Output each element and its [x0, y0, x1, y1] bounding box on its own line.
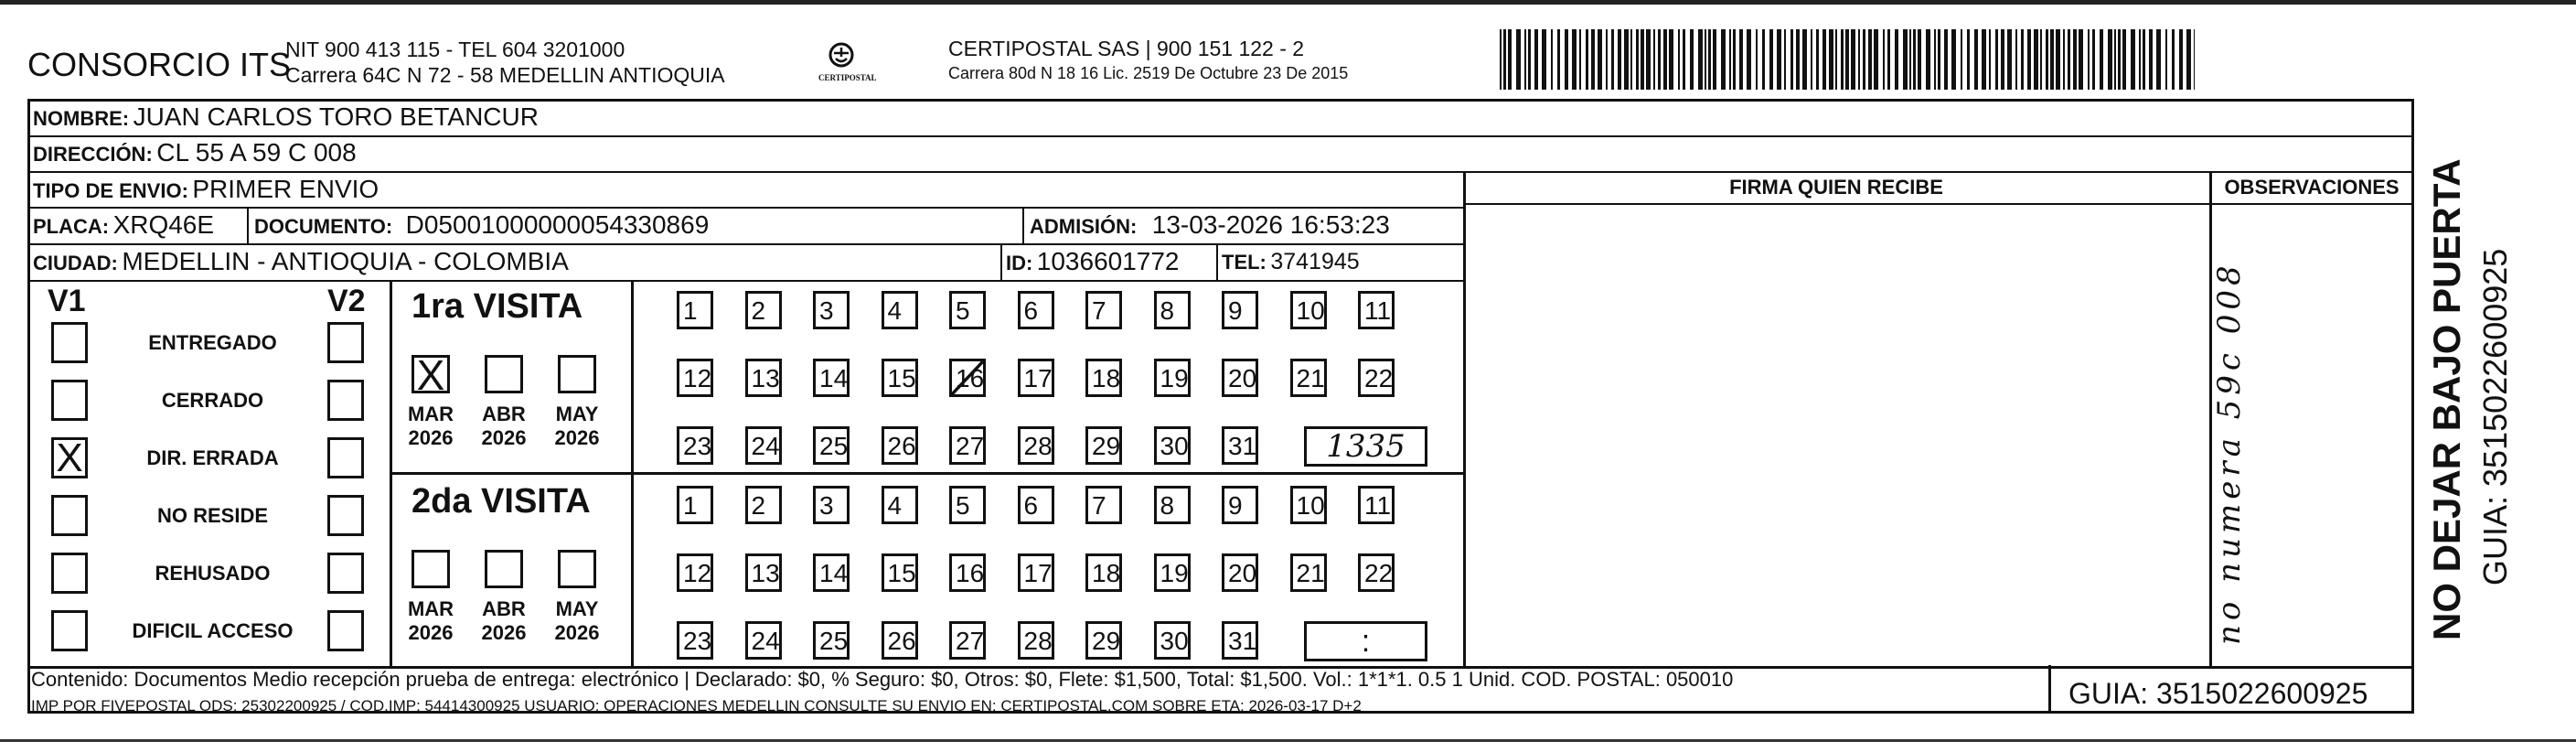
barcode-bar — [1534, 29, 1538, 90]
cell-divider — [1216, 243, 1218, 280]
bottom-border — [0, 739, 2576, 742]
v2-checkbox[interactable] — [327, 437, 364, 478]
day-box[interactable]: 2 — [745, 291, 782, 329]
observaciones-handwritten: no numera 59c 008 — [2211, 261, 2248, 645]
tipo-envio-row — [33, 175, 379, 204]
barcode-bar — [2056, 29, 2060, 90]
visit-time-field[interactable]: : — [1304, 621, 1427, 661]
tel-cell — [1222, 249, 1360, 275]
barcode-bar — [2007, 29, 2012, 90]
barcode-bar — [2172, 29, 2175, 90]
status-option-label: ENTREGADO — [148, 331, 277, 354]
day-box[interactable]: 29 — [1085, 426, 1122, 465]
day-box[interactable]: 6 — [1018, 291, 1054, 329]
barcode-bar — [1698, 29, 1703, 90]
barcode-bar — [1636, 29, 1639, 90]
day-box[interactable]: 11 — [1358, 486, 1395, 524]
barcode-bar — [1841, 29, 1844, 90]
barcode-bar — [1769, 29, 1773, 90]
company-name: CONSORCIO ITS — [27, 46, 292, 83]
day-box[interactable]: 26 — [882, 426, 918, 465]
barcode-bar — [1845, 29, 1849, 90]
barcode-bar — [2079, 29, 2083, 90]
placa-value: XRQ46E — [112, 210, 215, 239]
barcode-bar — [2108, 29, 2112, 90]
barcode-bar — [1500, 29, 1502, 90]
barcode-bar — [2027, 29, 2031, 90]
day-box[interactable]: 1 — [677, 291, 713, 329]
day-box[interactable]: 28 — [1018, 426, 1054, 465]
barcode-bar — [1784, 29, 1786, 90]
barcode-bar — [1796, 29, 1800, 90]
placa-label: PLACA: — [33, 215, 110, 238]
day-box[interactable]: 25 — [813, 621, 850, 660]
cell-divider — [247, 207, 249, 243]
barcode-bar — [1883, 29, 1885, 90]
v1-checkbox[interactable] — [51, 322, 88, 363]
barcode-bar — [1721, 29, 1726, 90]
day-box[interactable]: 12 — [677, 553, 713, 592]
barcode-bar — [1641, 29, 1644, 90]
tel-label: TEL: — [1222, 251, 1267, 274]
day-box[interactable]: 19 — [1154, 553, 1191, 592]
nombre-label: NOMBRE: — [33, 107, 130, 130]
barcode-bar — [1951, 29, 1956, 90]
day-box[interactable]: 5 — [949, 291, 986, 329]
barcode-bar — [2131, 29, 2135, 90]
day-box[interactable]: 29 — [1085, 621, 1122, 660]
barcode-bar — [2165, 29, 2167, 90]
day-box[interactable]: 19 — [1154, 359, 1191, 397]
barcode-bar — [2114, 29, 2116, 90]
day-box[interactable]: 28 — [1018, 621, 1054, 660]
certipostal-line: CERTIPOSTAL SAS | 900 151 122 - 2 — [948, 37, 1305, 60]
barcode-bar — [1678, 29, 1680, 90]
barcode-bar — [2073, 29, 2077, 90]
v2-header: V2 — [327, 284, 366, 318]
barcode-bar — [1802, 29, 1807, 90]
barcode-bar — [1903, 29, 1908, 90]
day-box[interactable]: 13 — [745, 359, 782, 397]
barcode-bar — [2015, 29, 2017, 90]
row-divider — [1463, 203, 2414, 205]
barcode-bar — [1586, 29, 1588, 90]
day-box[interactable]: 13 — [745, 553, 782, 592]
month-year: 2026 — [408, 426, 454, 449]
documento-value: D05001000000054330869 — [405, 210, 710, 239]
month-year: 2026 — [408, 621, 454, 644]
barcode-bar — [1967, 29, 1970, 90]
nit-line: NIT 900 413 115 - TEL 604 3201000 — [285, 38, 625, 61]
day-box[interactable]: 23 — [677, 621, 713, 660]
barcode-bar — [1557, 29, 1560, 90]
day-box[interactable]: 30 — [1154, 426, 1191, 465]
barcode-bar — [2088, 29, 2090, 90]
day-box[interactable]: 27 — [949, 621, 986, 660]
month-checkbox[interactable]: X — [412, 355, 450, 393]
company-info — [285, 37, 725, 88]
day-box[interactable]: 18 — [1085, 553, 1122, 592]
barcode-bar — [1961, 29, 1962, 90]
visit-divider — [390, 472, 1463, 475]
admision-label: ADMISIÓN: — [1030, 215, 1138, 238]
visit-title: 1ra VISITA — [412, 287, 583, 326]
day-box[interactable]: 12 — [677, 359, 713, 397]
month-name: MAY — [555, 403, 599, 425]
barcode-bar — [1995, 29, 1998, 90]
barcode-bar — [2194, 29, 2195, 90]
footer-content: Contenido: Documentos Medio recepción prueba de entrega: electrónico | Declarado: $0, % Seguro: $0, Otros: $0, Flete: $1,500, Total: $1,500. Vol.: 1*1*1. 0.5 1 Unid. COD. POSTAL: 050010 — [31, 668, 1734, 691]
barcode — [1500, 29, 2195, 90]
day-box[interactable]: 17 — [1018, 359, 1054, 397]
row-divider — [27, 207, 1463, 209]
day-box[interactable]: 22 — [1358, 359, 1395, 397]
barcode-bar — [1739, 29, 1743, 90]
barcode-bar — [1777, 29, 1781, 90]
status-option-label: DIFICIL ACCESO — [132, 619, 294, 642]
barcode-bar — [2156, 29, 2161, 90]
barcode-bar — [1851, 29, 1855, 90]
barcode-bar — [1982, 29, 1986, 90]
day-box[interactable]: 16 — [949, 553, 986, 592]
month-name: MAY — [555, 597, 599, 620]
v1-checkbox[interactable] — [51, 380, 88, 421]
direccion-label: DIRECCIÓN: — [33, 143, 153, 166]
day-box[interactable]: 4 — [882, 486, 918, 524]
day-box[interactable]: 8 — [1154, 486, 1191, 524]
month-checkbox[interactable] — [412, 550, 450, 588]
day-box[interactable]: 9 — [1222, 291, 1258, 329]
month-name: MAR — [407, 597, 454, 620]
documento-cell — [254, 210, 709, 240]
day-box[interactable]: 7 — [1085, 291, 1122, 329]
barcode-bar — [1606, 29, 1608, 90]
barcode-bar — [1598, 29, 1602, 90]
no-dejar-bajo-puerta: NO DEJAR BAJO PUERTA — [2425, 158, 2468, 640]
barcode-bar — [1944, 29, 1948, 90]
barcode-bar — [1591, 29, 1595, 90]
month-name: ABR — [482, 403, 526, 425]
barcode-bar — [2050, 29, 2054, 90]
month-checkbox[interactable] — [558, 355, 596, 393]
barcode-bar — [2021, 29, 2024, 90]
certipostal-address: Carrera 80d N 18 16 Lic. 2519 De Octubre 23 De 2015 — [948, 64, 1349, 82]
barcode-bar — [1551, 29, 1553, 90]
barcode-bar — [1618, 29, 1621, 90]
day-box[interactable]: 23 — [677, 426, 713, 465]
ciudad-label: CIUDAD: — [33, 252, 118, 274]
day-box[interactable]: 2 — [745, 486, 782, 524]
documento-label: DOCUMENTO: — [254, 215, 393, 238]
top-border — [0, 0, 2576, 5]
v2-checkbox[interactable] — [327, 610, 364, 651]
barcode-bar — [1713, 29, 1716, 90]
barcode-bar — [1729, 29, 1731, 90]
barcode-bar — [1829, 29, 1833, 90]
barcode-bar — [2100, 29, 2103, 90]
barcode-bar — [1572, 29, 1577, 90]
day-box[interactable]: 3 — [813, 486, 850, 524]
visit-title: 2da VISITA — [412, 482, 591, 521]
barcode-bar — [1624, 29, 1629, 90]
barcode-bar — [1887, 29, 1890, 90]
firma-header: FIRMA QUIEN RECIBE — [1729, 176, 1943, 199]
day-box[interactable]: 15 — [882, 553, 918, 592]
barcode-bar — [1756, 29, 1758, 90]
tipo-envio-value: PRIMER ENVIO — [192, 175, 379, 203]
barcode-bar — [1508, 29, 1512, 90]
cell-divider — [1022, 207, 1024, 243]
day-box[interactable]: 18 — [1085, 359, 1122, 397]
barcode-bar — [1909, 29, 1911, 90]
v1-checkbox[interactable] — [51, 610, 88, 651]
barcode-bar — [1579, 29, 1581, 90]
barcode-bar — [1733, 29, 1736, 90]
day-box[interactable]: 4 — [882, 291, 918, 329]
v2-checkbox[interactable] — [327, 495, 364, 536]
direccion-row — [33, 138, 357, 167]
barcode-bar — [1646, 29, 1651, 90]
barcode-bar — [2068, 29, 2070, 90]
day-box[interactable]: 15 — [882, 359, 918, 397]
v1-checkbox[interactable] — [51, 553, 88, 594]
day-box[interactable]: 31 — [1222, 426, 1258, 465]
barcode-bar — [1863, 29, 1865, 90]
barcode-bar — [1747, 29, 1751, 90]
v2-checkbox[interactable] — [327, 380, 364, 421]
cell-divider — [1000, 243, 1002, 280]
barcode-bar — [2149, 29, 2153, 90]
barcode-bar — [1565, 29, 1568, 90]
barcode-bar — [1874, 29, 1878, 90]
barcode-bar — [1934, 29, 1936, 90]
nombre-value: JUAN CARLOS TORO BETANCUR — [133, 102, 539, 131]
v1-checkbox[interactable] — [51, 495, 88, 536]
barcode-bar — [2092, 29, 2095, 90]
admision-cell — [1030, 210, 1390, 240]
day-box[interactable]: 14 — [813, 359, 850, 397]
day-box[interactable]: 30 — [1154, 621, 1191, 660]
visit-time-field[interactable]: 1335 — [1304, 426, 1427, 467]
barcode-bar — [2046, 29, 2048, 90]
status-option-label: CERRADO — [161, 389, 264, 412]
day-box[interactable]: 10 — [1290, 486, 1327, 524]
barcode-bar — [1658, 29, 1661, 90]
barcode-bar — [2143, 29, 2145, 90]
barcode-bar — [1974, 29, 1978, 90]
month-checkbox[interactable] — [485, 550, 523, 588]
day-box[interactable]: 27 — [949, 426, 986, 465]
day-box[interactable]: 6 — [1018, 486, 1054, 524]
status-option-label: NO RESIDE — [156, 504, 269, 527]
barcode-bar — [1708, 29, 1711, 90]
logo-text: CERTIPOSTAL — [818, 73, 877, 82]
signature-divider — [1463, 171, 1466, 666]
id-label: ID: — [1006, 252, 1033, 274]
day-box[interactable]: 24 — [745, 621, 782, 660]
day-box[interactable]: 11 — [1358, 291, 1395, 329]
barcode-bar — [1528, 29, 1531, 90]
barcode-bar — [1835, 29, 1837, 90]
barcode-bar — [1542, 29, 1546, 90]
tipo-envio-label: TIPO DE ENVIO: — [33, 179, 188, 202]
guia-number: GUIA: 3515022600925 — [2068, 677, 2368, 710]
day-box[interactable]: 21 — [1290, 359, 1327, 397]
placa-cell — [33, 210, 214, 240]
barcode-bar — [1669, 29, 1673, 90]
ciudad-value: MEDELLIN - ANTIOQUIA - COLOMBIA — [122, 247, 569, 275]
day-box[interactable]: 5 — [949, 486, 986, 524]
month-name: MAR — [407, 403, 454, 425]
month-name: ABR — [482, 597, 526, 620]
barcode-bar — [1683, 29, 1685, 90]
barcode-bar — [1858, 29, 1860, 90]
row-divider — [27, 135, 2414, 137]
barcode-bar — [1790, 29, 1793, 90]
barcode-bar — [2034, 29, 2038, 90]
day-box[interactable]: 9 — [1222, 486, 1258, 524]
month-checkbox[interactable] — [485, 355, 523, 393]
observaciones-header: OBSERVACIONES — [2224, 176, 2400, 199]
day-box[interactable]: 17 — [1018, 553, 1054, 592]
barcode-bar — [1918, 29, 1921, 90]
barcode-bar — [1762, 29, 1765, 90]
day-box[interactable]: 26 — [882, 621, 918, 660]
barcode-bar — [1822, 29, 1826, 90]
barcode-bar — [2139, 29, 2141, 90]
barcode-bar — [2063, 29, 2065, 90]
company-address: Carrera 64C N 72 - 58 MEDELLIN ANTIOQUIA — [285, 63, 725, 87]
barcode-bar — [1524, 29, 1526, 90]
barcode-bar — [2179, 29, 2183, 90]
id-value: 1036601772 — [1036, 247, 1180, 275]
row-divider — [27, 280, 1463, 282]
barcode-bar — [1868, 29, 1872, 90]
v2-checkbox[interactable] — [327, 553, 364, 594]
row-divider — [27, 243, 1463, 245]
barcode-bar — [1705, 29, 1706, 90]
visit-title-divider — [631, 280, 634, 666]
month-year: 2026 — [481, 621, 527, 644]
day-box[interactable]: 14 — [813, 553, 850, 592]
id-cell — [1006, 247, 1180, 276]
ciudad-cell — [33, 247, 569, 276]
barcode-bar — [1816, 29, 1819, 90]
side-guia-number: GUIA: 3515022600925 — [2476, 248, 2514, 585]
barcode-bar — [2122, 29, 2126, 90]
day-box[interactable]: 31 — [1222, 621, 1258, 660]
day-box[interactable]: 3 — [813, 291, 850, 329]
barcode-bar — [1663, 29, 1667, 90]
month-year: 2026 — [554, 621, 600, 644]
v1-checkbox[interactable]: X — [51, 437, 88, 478]
tel-value: 3741945 — [1270, 249, 1360, 274]
certipostal-logo-icon — [814, 35, 905, 91]
month-year: 2026 — [554, 426, 600, 449]
barcode-bar — [2186, 29, 2191, 90]
nombre-row — [33, 102, 539, 132]
barcode-bar — [1913, 29, 1916, 90]
day-box[interactable]: 25 — [813, 426, 850, 465]
v2-checkbox[interactable] — [327, 322, 364, 363]
barcode-bar — [1630, 29, 1632, 90]
barcode-bar — [1926, 29, 1930, 90]
month-year: 2026 — [481, 426, 527, 449]
day-box[interactable]: 20 — [1222, 553, 1258, 592]
barcode-bar — [2040, 29, 2042, 90]
barcode-bar — [1653, 29, 1655, 90]
barcode-bar — [1938, 29, 1940, 90]
barcode-bar — [1611, 29, 1614, 90]
v1-header: V1 — [48, 284, 86, 318]
barcode-bar — [1690, 29, 1694, 90]
footer-print-info: IMP POR FIVEPOSTAL ODS: 25302200925 / COD.IMP: 54414300925 USUARIO: OPERACIONES MEDELLIN CONSULTE SU ENVIO EN: CERTIPOSTAL.COM SOBRE ETA: 2026-03-17 D+2 — [31, 697, 1362, 714]
day-box[interactable]: 20 — [1222, 359, 1258, 397]
barcode-bar — [2001, 29, 2004, 90]
barcode-bar — [1811, 29, 1812, 90]
day-box[interactable]: 7 — [1085, 486, 1122, 524]
day-box[interactable]: 22 — [1358, 553, 1395, 592]
barcode-bar — [1516, 29, 1521, 90]
day-box[interactable]: 16 — [949, 359, 986, 397]
status-option-label: DIR. ERRADA — [146, 446, 279, 469]
day-box[interactable]: 8 — [1154, 291, 1191, 329]
admision-value: 13-03-2026 16:53:23 — [1151, 210, 1390, 239]
barcode-bar — [1895, 29, 1898, 90]
day-box[interactable]: 24 — [745, 426, 782, 465]
direccion-value: CL 55 A 59 C 008 — [156, 138, 357, 167]
day-box[interactable]: 10 — [1290, 291, 1327, 329]
status-option-label: REHUSADO — [155, 562, 271, 585]
month-checkbox[interactable] — [558, 550, 596, 588]
barcode-bar — [1989, 29, 1991, 90]
barcode-bar — [2118, 29, 2121, 90]
day-box[interactable]: 21 — [1290, 553, 1327, 592]
day-box[interactable]: 1 — [677, 486, 713, 524]
barcode-bar — [1503, 29, 1506, 90]
